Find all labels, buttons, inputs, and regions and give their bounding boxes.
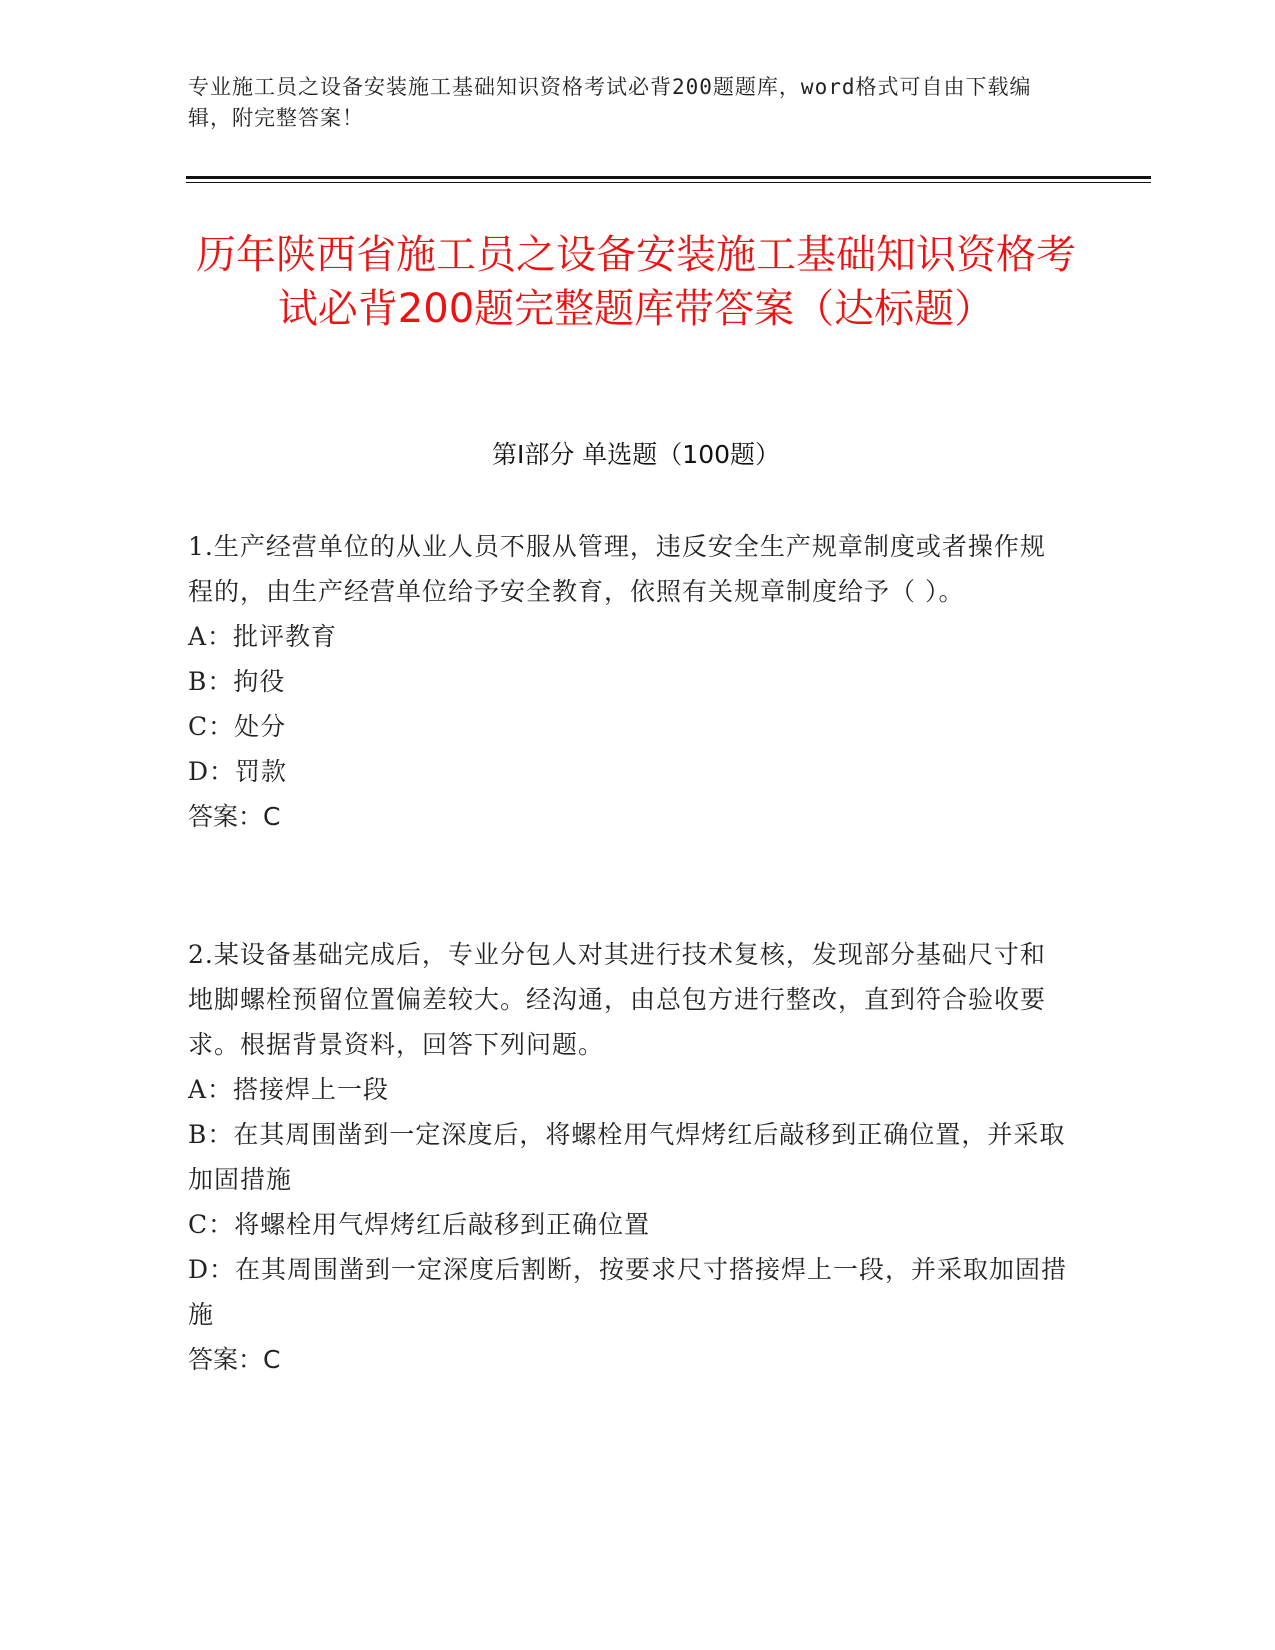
option-c: C：处分 — [188, 712, 287, 741]
header-note: 专业施工员之设备安装施工基础知识资格考试必背200题题库，word格式可自由下载编辑，附完整答案！ — [188, 75, 1032, 130]
question-stem: 1.生产经营单位的从业人员不服从管理，违反安全生产规章制度或者操作规程的，由生产经营单位给予安全教育，依照有关规章制度给予（ ）。 — [188, 532, 1046, 606]
option-d: D：在其周围凿到一定深度后割断，按要求尺寸搭接焊上一段，并采取加固措施 — [188, 1255, 1068, 1329]
option-a: A：批评教育 — [188, 622, 338, 651]
option-c: C：将螺栓用气焊烤红后敲移到正确位置 — [188, 1210, 651, 1239]
question-item — [188, 524, 1068, 839]
question-stem: 2.某设备基础完成后，专业分包人对其进行技术复核，发现部分基础尺寸和地脚螺栓预留位置偏差较大。经沟通，由总包方进行整改，直到符合验收要求。根据背景资料，回答下列问题。 — [188, 940, 1047, 1059]
document-title: 历年陕西省施工员之设备安装施工基础知识资格考试必背200题完整题库带答案（达标题） — [196, 232, 1076, 332]
header-divider-thin — [186, 182, 1151, 183]
header-divider-thick — [186, 176, 1151, 179]
question-item — [188, 932, 1068, 1382]
option-b: B：拘役 — [188, 667, 286, 696]
option-a: A：搭接焊上一段 — [188, 1075, 390, 1104]
section-heading: 第Ⅰ部分 单选题（100题） — [491, 440, 781, 469]
answer-line: 答案：C — [188, 802, 281, 831]
answer-line: 答案：C — [188, 1345, 281, 1374]
option-b: B：在其周围凿到一定深度后，将螺栓用气焊烤红后敲移到正确位置，并采取加固措施 — [188, 1120, 1066, 1194]
option-d: D：罚款 — [188, 757, 288, 786]
